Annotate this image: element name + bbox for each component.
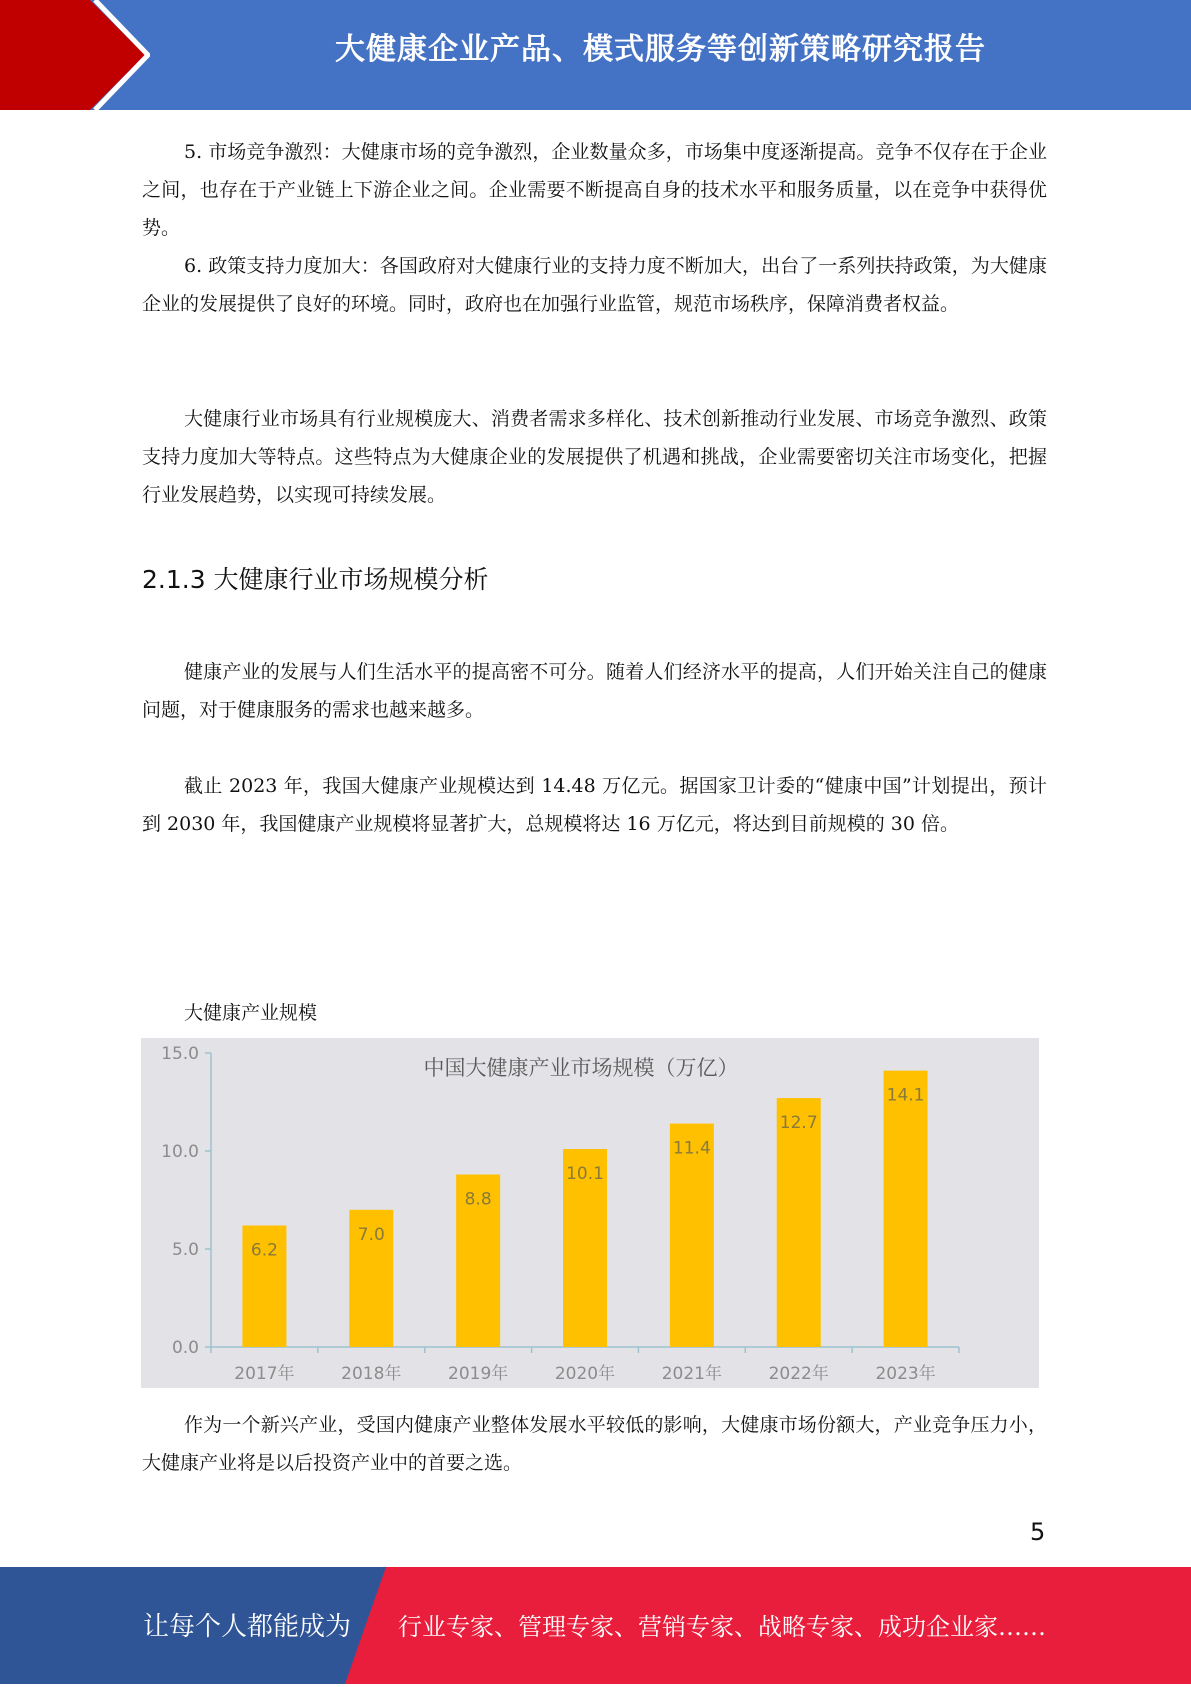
x-tick-label: 2021年 xyxy=(661,1364,722,1384)
y-tick-label: 15.0 xyxy=(161,1044,199,1064)
page-footer xyxy=(0,1567,1191,1684)
report-title: 大健康企业产品、模式服务等创新策略研究报告 xyxy=(335,32,986,67)
x-tick-label: 2018年 xyxy=(341,1364,402,1384)
x-tick-label: 2017年 xyxy=(234,1364,295,1384)
bar-value-label: 8.8 xyxy=(464,1189,492,1210)
bar-value-label: 6.2 xyxy=(250,1240,278,1261)
y-tick-label: 0.0 xyxy=(171,1338,199,1358)
paragraph-market-size: 截止 2023 年，我国大健康产业规模达到 14.48 万亿元。据国家卫计委的“健康中国”计划提出，预计到 2030 年，我国健康产业规模将显著扩大，总规模将达 16 万亿元，将达到目前规模的 30 倍。 xyxy=(142,775,1047,835)
paragraph-market-competition: 5. 市场竞争激烈：大健康市场的竞争激烈，企业数量众多，市场集中度逐渐提高。竞争不仅存在于企业之间，也存在于产业链上下游企业之间。企业需要不断提高自身的技术水平和服务质量，以在竞争中获得优势。 xyxy=(142,141,1047,239)
bar-value-label: 11.4 xyxy=(672,1138,711,1159)
page-number: 5 xyxy=(1030,1518,1046,1546)
paragraph-investment: 作为一个新兴产业，受国内健康产业整体发展水平较低的影响，大健康市场份额大，产业竞争压力小，大健康产业将是以后投资产业中的首要之选。 xyxy=(142,1414,1047,1474)
page-header xyxy=(0,0,1191,110)
section-heading: 2.1.3 大健康行业市场规模分析 xyxy=(142,565,489,594)
paragraph-policy-support: 6. 政策支持力度加大：各国政府对大健康行业的支持力度不断加大，出台了一系列扶持政策，为大健康企业的发展提供了良好的环境。同时，政府也在加强行业监管，规范市场秩序，保障消费者权益。 xyxy=(142,255,1047,315)
x-tick-label: 2019年 xyxy=(448,1364,509,1384)
paragraph-health-demand: 健康产业的发展与人们生活水平的提高密不可分。随着人们经济水平的提高，人们开始关注自己的健康问题，对于健康服务的需求也越来越多。 xyxy=(142,661,1047,721)
bar-value-label: 14.1 xyxy=(886,1085,925,1106)
footer-slogan-right: 行业专家、管理专家、营销专家、战略专家、成功企业家…… xyxy=(398,1613,1046,1641)
x-tick-label: 2022年 xyxy=(768,1364,829,1384)
bar xyxy=(884,1071,928,1347)
footer-slogan-left: 让每个人都能成为 xyxy=(143,1612,352,1642)
bar xyxy=(777,1098,821,1347)
x-tick-label: 2023年 xyxy=(875,1364,936,1384)
bar-chart-svg xyxy=(141,1038,1039,1388)
y-tick-label: 5.0 xyxy=(171,1240,199,1260)
market-size-chart xyxy=(141,1038,1039,1388)
chart-caption: 大健康产业规模 xyxy=(184,1002,318,1024)
bar-value-label: 7.0 xyxy=(357,1224,385,1245)
paragraph-market-summary: 大健康行业市场具有行业规模庞大、消费者需求多样化、技术创新推动行业发展、市场竞争激烈、政策支持力度加大等特点。这些特点为大健康企业的发展提供了机遇和挑战，企业需要密切关注市场变化，把握行业发展趋势，以实现可持续发展。 xyxy=(142,408,1047,506)
bar-value-label: 10.1 xyxy=(566,1164,604,1185)
header-arrow-decoration xyxy=(0,0,150,110)
x-tick-label: 2020年 xyxy=(554,1364,616,1384)
bar-value-label: 12.7 xyxy=(779,1113,818,1134)
y-tick-label: 10.0 xyxy=(161,1142,199,1162)
chart-title: 中国大健康产业市场规模（万亿） xyxy=(423,1056,739,1080)
